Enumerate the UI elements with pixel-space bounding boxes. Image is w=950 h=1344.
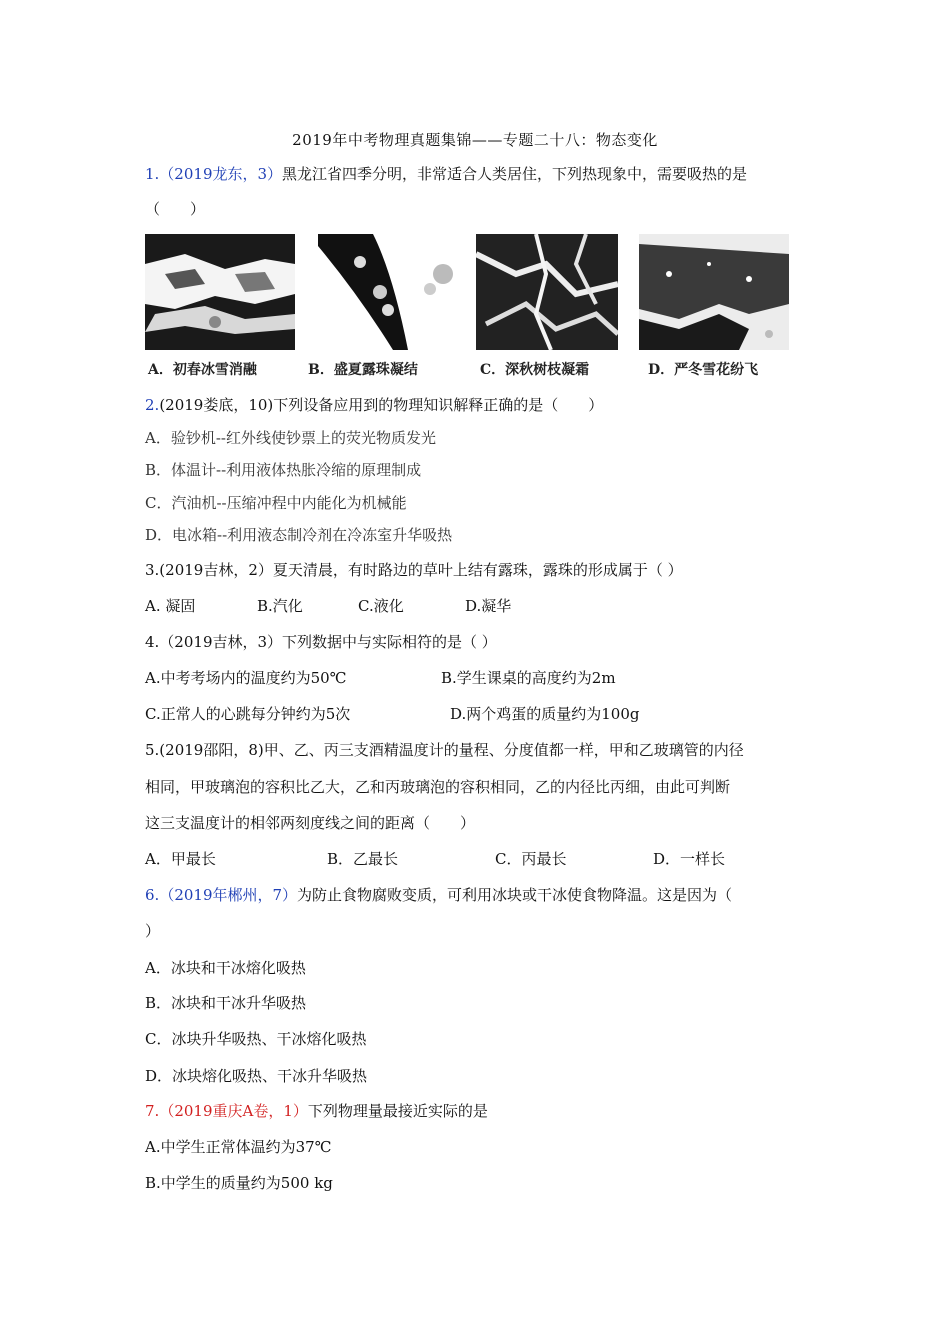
question-7: [145, 1101, 488, 1121]
caption-a: A．初春冰雪消融: [148, 362, 257, 378]
question-5-line-1: 5.(2019邵阳，8)甲、乙、丙三支酒精温度计的量程、分度值都一样，甲和乙玻璃管的内径: [145, 741, 744, 759]
question-7-option-b: B.中学生的质量约为500 kg: [145, 1174, 333, 1192]
question-3-option-d: D.凝华: [465, 597, 512, 615]
question-5-option-d: D．一样长: [653, 850, 726, 868]
question-4-option-a: A.中考考场内的温度约为50℃: [145, 669, 347, 687]
image-dew-drops: [318, 234, 458, 350]
question-5-option-c: C．丙最长: [495, 850, 567, 868]
image-frost-branches: [476, 234, 618, 350]
question-5-line-2: 相同，甲玻璃泡的容积比乙大，乙和丙玻璃泡的容积相同，乙的内径比丙细，由此可判断: [145, 778, 731, 796]
question-2-number: 2.: [145, 396, 160, 414]
question-2-option-d: D．电冰箱--利用液态制冷剂在冷冻室升华吸热: [145, 526, 453, 544]
question-7-text: 下列物理量最接近实际的是: [307, 1102, 488, 1120]
question-5-line-3: 这三支温度计的相邻两刻度线之间的距离（ ）: [145, 814, 476, 832]
question-1-source: 1.（2019龙东，3）: [145, 165, 283, 183]
question-1-paren: （ ）: [145, 200, 206, 218]
image-ice-melting: [145, 234, 295, 350]
question-3-option-c: C.液化: [358, 597, 404, 615]
question-6-number: 6.: [145, 886, 160, 904]
question-2-option-a: A．验钞机--红外线使钞票上的荧光物质发光: [145, 429, 436, 447]
question-5-option-a: A．甲最长: [145, 850, 216, 868]
question-1-text: 黑龙江省四季分明，非常适合人类居住，下列热现象中，需要吸热的是: [282, 165, 748, 183]
question-6-source: （2019年郴州，7）: [159, 886, 298, 904]
question-2: [145, 395, 603, 415]
question-1-images: [145, 234, 795, 354]
caption-b: B．盛夏露珠凝结: [308, 362, 418, 378]
question-3-text: 3.(2019吉林，2）夏天清晨，有时路边的草叶上结有露珠，露珠的形成属于（ ）: [145, 561, 683, 579]
question-2-text: (2019娄底，10)下列设备应用到的物理知识解释正确的是（ ）: [159, 396, 604, 414]
question-3-option-a: A. 凝固: [145, 597, 196, 615]
image-snowflakes: [639, 234, 789, 350]
question-7-source: （2019重庆A卷，1）: [159, 1102, 308, 1120]
question-6-option-b: B．冰块和干冰升华吸热: [145, 994, 307, 1012]
page-title: 2019年中考物理真题集锦——专题二十八：物态变化: [292, 131, 658, 149]
caption-c: C．深秋树枝凝霜: [480, 362, 590, 378]
question-7-number: 7.: [145, 1102, 160, 1120]
question-7-option-a: A.中学生正常体温约为37℃: [145, 1138, 332, 1156]
question-2-option-c: C．汽油机--压缩冲程中内能化为机械能: [145, 494, 407, 512]
question-5-option-b: B．乙最长: [327, 850, 399, 868]
question-6-option-c: C．冰块升华吸热、干冰熔化吸热: [145, 1030, 367, 1048]
question-1: [145, 164, 747, 184]
caption-d: D．严冬雪花纷飞: [648, 362, 759, 378]
question-4-option-d: D.两个鸡蛋的质量约为100g: [450, 705, 640, 723]
question-6-text: 为防止食物腐败变质，可利用冰块或干冰使食物降温。这是因为（: [297, 886, 733, 904]
question-6: [145, 885, 732, 905]
question-6-option-d: D．冰块熔化吸热、干冰升华吸热: [145, 1067, 368, 1085]
question-4-text: 4.（2019吉林，3）下列数据中与实际相符的是（ ）: [145, 633, 497, 651]
question-4-option-c: C.正常人的心跳每分钟约为5次: [145, 705, 351, 723]
question-6-cont: ）: [145, 922, 161, 940]
question-3-option-b: B.汽化: [257, 597, 303, 615]
question-6-option-a: A．冰块和干冰熔化吸热: [145, 959, 306, 977]
question-2-option-b: B．体温计--利用液体热胀冷缩的原理制成: [145, 461, 422, 479]
question-4-option-b: B.学生课桌的高度约为2m: [441, 669, 616, 687]
